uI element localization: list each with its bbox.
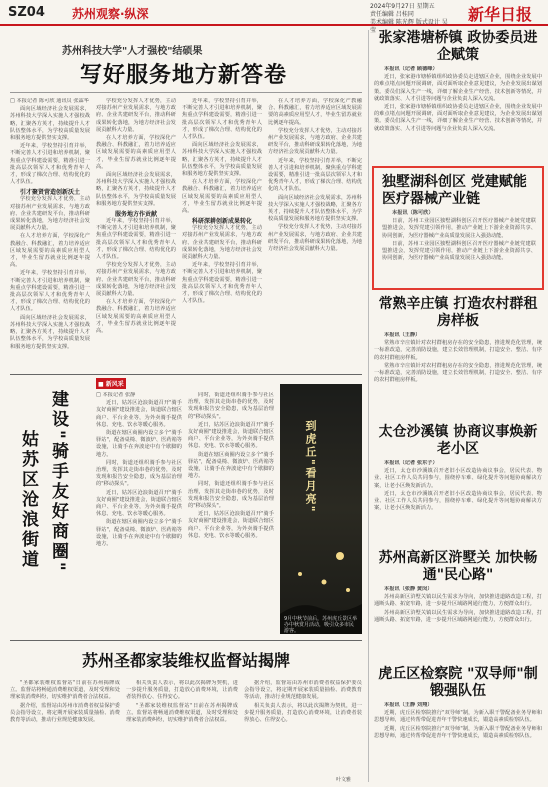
right-story-title: 常熟辛庄镇 打造农村群租房样板 — [378, 296, 538, 329]
lead-para: 面向区域经济社会发展需求，苏州科技大学深入实施人才强校战略，汇聚各方英才，持续提升人才队伍整体水平，为学校高质量发展和服务地方提供坚实支撑。 — [10, 106, 90, 142]
divider — [10, 374, 362, 375]
column-divider — [368, 30, 369, 782]
feature-para: 街道在辖区商圈内设立多个"骑手驿站"，配备桌椅、微波炉、医药箱等设施，让骑手在奔波途中有个歇脚的地方。 — [96, 430, 182, 458]
lead-subhead: 科研深耕创新成果转化 — [191, 218, 252, 226]
lead-para: 学校充分发挥人才优势，主动对接苏州产业发展需求，与地方政府、企业共建研发平台，推动科研成果转化落地，为地方经济社会发展贡献科大力量。 — [268, 127, 362, 156]
divider — [10, 640, 362, 641]
right-story-body — [374, 66, 542, 158]
signature: 叶文雅 — [336, 777, 352, 783]
feature-para: 同时，街道还组织骑手参与社区治理，发挥其走街串巷的优势，及时发现和报告安全隐患，成为基层治理的"移动探头"。 — [96, 459, 182, 488]
highlighted-story-text: 日前，苏州工业园区独墅湖科创区召开医疗器械产业链党建联盟推进会，发挥党建引领作用，推动产业链上下游企业资源共享、协同创新，为医疗器械产业高质量发展注入强劲动能。 — [382, 240, 536, 262]
bottom-para: 相关负责人表示，将以此次揭牌为契机，进一步提升服务质量，打造放心消费环境，让消费者装得放心、住得安心。 — [244, 702, 362, 724]
edition-designer: 美术编辑 陈光辉 版式设计 吴莹 — [370, 19, 448, 34]
feature-para: 近日，姑苏区沧浪街道召开"骑手友好商圈"建设推进会，街道联合辖区商户、平台企业等，为外卖骑手提供休息、充电、饮水等暖心服务。 — [96, 400, 182, 428]
feature-column-1 — [96, 392, 182, 632]
right-story-text: 近日，太仓市沙溪镇召开老旧小区改造协商议事会，居民代表、物业、社区工作人员共同参与，围绕停车难、绿化提升等问题协商解决方案，让老小区焕发新活力。 — [374, 468, 542, 489]
feature-column-2 — [188, 392, 274, 632]
lead-para: 面向区域经济社会发展需求，苏州科技大学深入实施人才强校战略，汇聚各方英才，持续提升人才队伍整体水平，为学校高质量发展和服务地方提供坚实支撑。 — [182, 142, 262, 178]
bottom-column-1 — [10, 680, 120, 780]
right-story-text: 常熟市辛庄镇针对农村群租房存在的安全隐患，推进规范化管理，统一标准改造，完善消防设施，建立长效管理机制，打造安全、整洁、有序的农村群租房样板。 — [374, 340, 542, 361]
right-story-title: 张家港塘桥镇 政协委员进企赋策 — [378, 30, 538, 63]
highlighted-story — [372, 166, 544, 290]
lead-para: 近年来，学校坚持引育并举，不断完善人才引进和培养机制，聚焦重点学科建设需要，精准引进一批高层次领军人才和优秀青年人才，形成了梯次合理、结构优化的人才队伍。 — [268, 157, 362, 193]
lead-para: 学校充分发挥人才优势，主动对接苏州产业发展需求，与地方政府、企业共建研发平台，推动科研成果转化落地，为地方经济社会发展贡献科大力量。 — [268, 224, 362, 253]
bottom-para: "圣都家装维权监督站"日前在苏州揭牌成立。监督站将畅通消费维权渠道，及时受理和处理家装消费纠纷，切实维护消费者合法权益。 — [10, 680, 120, 701]
photo-caption: 9月中秋节前后，苏州虎丘景区举办中秋赏月活动，吸引众多市民游客。 — [284, 616, 358, 634]
lead-column-3 — [182, 98, 262, 368]
lead-para: 近年来，学校坚持引育并举，不断完善人才引进和培养机制，聚焦重点学科建设需要，精准引进一批高层次领军人才和优秀青年人才，形成了梯次合理、结构优化的人才队伍。 — [10, 270, 90, 313]
feature-para: 街道在辖区商圈内设立多个"骑手驿站"，配备桌椅、微波炉、医药箱等设施，让骑手在奔波途中有个歇脚的地方。 — [188, 451, 274, 480]
newspaper-logo: 新华日报 — [468, 5, 533, 24]
feature-para: 同时，街道还组织骑手参与社区治理，发挥其走街串巷的优势，及时发现和报告安全隐患，成为基层治理的"移动探头"。 — [188, 392, 274, 420]
right-story-byline: 本报讯（张静 黄闵） — [384, 586, 433, 592]
bottom-para: 据介绍，监督站由苏州市消费者权益保护委员会指导设立，将定期开展家装质量抽检、消费教育等活动，推动行业规范健康发展。 — [10, 702, 120, 724]
bottom-title: 苏州圣都家装维权监督站揭牌 — [81, 651, 290, 670]
lead-subhead: 引才聚贤营造创新沃土 — [19, 189, 80, 197]
right-story-body — [374, 702, 542, 782]
right-story-byline: 本报讯（王静） — [384, 332, 421, 338]
feature-para: 街道在辖区商圈内设立多个"骑手驿站"，配备桌椅、微波炉、医药箱等设施，让骑手在奔波途中有个歇脚的地方。 — [96, 519, 182, 548]
feature-location-title: 姑苏区沧浪街道 — [18, 430, 38, 570]
photo-title: 到虎丘"看月亮" — [304, 420, 317, 514]
right-story-6 — [374, 666, 542, 782]
feature-para: 近日，姑苏区沧浪街道召开"骑手友好商圈"建设推进会，街道联合辖区商户、平台企业等，为外卖骑手提供休息、充电、饮水等暖心服务。 — [96, 489, 182, 518]
right-story-3 — [374, 296, 542, 422]
edition-editor: 责任编辑 吕桂同 — [370, 11, 414, 18]
right-story-text: 近日，太仓市沙溪镇召开老旧小区改造协商议事会，居民代表、物业、社区工作人员共同参与，围绕停车难、绿化提升等问题协商解决方案，让老小区焕发新活力。 — [374, 490, 542, 512]
lead-para: 近年来，学校坚持引育并举，不断完善人才引进和培养机制，聚焦重点学科建设需要，精准引进一批高层次领军人才和优秀青年人才，形成了梯次合理、结构优化的人才队伍。 — [182, 262, 262, 305]
lead-para: 在人才培养方面，学校深化产教融合、科教融汇，着力培养适应区域发展需要的高素质应用型人才，毕业生留苏就业比例逐年提高。 — [182, 179, 262, 215]
right-story-4 — [374, 424, 542, 550]
lead-para: 在人才培养方面，学校深化产教融合、科教融汇，着力培养适应区域发展需要的高素质应用型人才，毕业生留苏就业比例逐年提高。 — [96, 299, 176, 335]
right-story-text: 苏州高新区浒墅关镇以民生需求为导向，加快推进道路改造工程，打通断头路、拓宽窄路，进一步提升区域路网通行能力，方便群众出行。 — [374, 609, 542, 623]
bottom-column-3 — [244, 680, 362, 780]
right-story-byline: 本报讯（王静 刘翔） — [384, 702, 433, 708]
right-story-title: 虎丘区检察院 "双导师"制锻强队伍 — [378, 666, 538, 699]
page-header — [0, 0, 548, 34]
section-label: 苏州观察·纵深 — [72, 7, 149, 21]
right-story-byline: 本报讯（记者 张东子） — [384, 460, 438, 466]
lead-para: 近年来，学校坚持引育并举，不断完善人才引进和培养机制，聚焦重点学科建设需要，精准引进一批高层次领军人才和优秀青年人才，形成了梯次合理、结构优化的人才队伍。 — [182, 98, 262, 141]
lead-para: 学校充分发挥人才优势，主动对接苏州产业发展需求，与地方政府、企业共建研发平台，推动科研成果转化落地，为地方经济社会发展贡献科大力量。 — [10, 196, 90, 232]
lead-subtitle: 苏州科技大学"人才强校"结硕果 — [62, 46, 203, 57]
lead-column-2 — [96, 98, 176, 368]
lead-column-4 — [268, 98, 362, 368]
lead-para: 在人才培养方面，学校深化产教融合、科教融汇，着力培养适应区域发展需要的高素质应用型人才，毕业生留苏就业比例逐年提高。 — [268, 98, 362, 126]
highlighted-story-body — [374, 208, 542, 286]
feature-para: 近日，姑苏区沧浪街道召开"骑手友好商圈"建设推进会，街道联合辖区商户、平台企业等，为外卖骑手提供休息、充电、饮水等暖心服务。 — [188, 511, 274, 539]
lead-para: 近年来，学校坚持引育并举，不断完善人才引进和培养机制，聚焦重点学科建设需要，精准引进一批高层次领军人才和优秀青年人才，形成了梯次合理、结构优化的人才队伍。 — [96, 218, 176, 261]
right-story-title: 太仓沙溪镇 协商议事焕新老小区 — [378, 424, 538, 457]
right-story-byline: 本报讯（记者 顾德峰） — [384, 66, 438, 72]
bottom-para: 相关负责人表示，将以此次揭牌为契机，进一步提升服务质量，打造放心消费环境，让消费者装得放心、住得安心。 — [126, 680, 238, 701]
right-story-text: 近日，张家港市塘桥镇组织政协委员走进辖区企业，围绕企业发展中的难点堵点问题开展调研，面对面听取企业意见建议，为企业发展出谋划策。委员们深入生产一线，详细了解企业生产经营、技术创新等情况，并就政策落实、人才引进等问题与企业负责人深入交流。 — [374, 104, 542, 132]
lead-para: 近年来，学校坚持引育并举，不断完善人才引进和培养机制，聚焦重点学科建设需要，精准引进一批高层次领军人才和优秀青年人才，形成了梯次合理、结构优化的人才队伍。 — [10, 143, 90, 186]
right-story-body — [374, 586, 542, 666]
bottom-para: "圣都家装维权监督站"日前在苏州揭牌成立。监督站将畅通消费维权渠道，及时受理和处理家装消费纠纷，切实维护消费者合法权益。 — [126, 702, 238, 724]
lead-para: 学校充分发挥人才优势，主动对接苏州产业发展需求，与地方政府、企业共建研发平台，推动科研成果转化落地，为地方经济社会发展贡献科大力量。 — [182, 225, 262, 261]
lead-para: 在人才培养方面，学校深化产教融合、科教融汇，着力培养适应区域发展需要的高素质应用型人才，毕业生留苏就业比例逐年提高。 — [10, 233, 90, 269]
edition-date: 2024年9月27日 星期五 — [370, 3, 435, 10]
lead-subhead: 服务地方作贡献 — [114, 211, 157, 219]
right-story-body — [374, 460, 542, 550]
page-number: SZ04 — [8, 5, 45, 20]
right-story-text: 近期，虎丘区检察院推行"双导师"制，为新入职干警配备业务导师和思想导师，通过传帮带促进青年干警快速成长，锻造高素质检察队伍。 — [374, 725, 542, 739]
feature-byline: □ 本报记者 张静 — [96, 392, 136, 398]
feature-photo — [280, 384, 362, 634]
right-story-body — [374, 332, 542, 422]
highlighted-story-text: 日前，苏州工业园区独墅湖科创区召开医疗器械产业链党建联盟推进会，发挥党建引领作用，推动产业链上下游企业资源共享、协同创新，为医疗器械产业高质量发展注入强劲动能。 — [382, 218, 536, 239]
lead-para: 学校充分发挥人才优势，主动对接苏州产业发展需求，与地方政府、企业共建研发平台，推动科研成果转化落地，为地方经济社会发展贡献科大力量。 — [96, 262, 176, 298]
lead-para: 面向区域经济社会发展需求，苏州科技大学深入实施人才强校战略，汇聚各方英才，持续提升人才队伍整体水平，为学校高质量发展和服务地方提供坚实支撑。 — [96, 172, 176, 207]
lead-title: 写好服务地方新答卷 — [80, 63, 288, 88]
right-story-title: 苏州高新区浒墅关 加快畅通"民心路" — [378, 550, 538, 583]
right-story-1 — [374, 30, 542, 158]
lead-column-1 — [10, 98, 90, 368]
feature-main-title: 建设"骑手友好商圈" — [48, 390, 68, 574]
lead-para: 面向区域经济社会发展需求，苏州科技大学深入实施人才强校战略，汇聚各方英才，持续提升人才队伍整体水平，为学校高质量发展和服务地方提供坚实支撑。 — [268, 194, 362, 223]
right-story-text: 常熟市辛庄镇针对农村群租房存在的安全隐患，推进规范化管理，统一标准改造，完善消防设施，建立长效管理机制，打造安全、整洁、有序的农村群租房样板。 — [374, 362, 542, 384]
lead-para: 面向区域经济社会发展需求，苏州科技大学深入实施人才强校战略，汇聚各方英才，持续提升人才队伍整体水平，为学校高质量发展和服务地方提供坚实支撑。 — [10, 314, 90, 350]
feature-para: 同时，街道还组织骑手参与社区治理，发挥其走街串巷的优势，及时发现和报告安全隐患，成为基层治理的"移动探头"。 — [188, 481, 274, 510]
right-story-5 — [374, 550, 542, 666]
feature-para: 近日，姑苏区沧浪街道召开"骑手友好商圈"建设推进会，街道联合辖区商户、平台企业等，为外卖骑手提供休息、充电、饮水等暖心服务。 — [188, 421, 274, 450]
lead-para: 在人才培养方面，学校深化产教融合、科教融汇，着力培养适应区域发展需要的高素质应用型人才，毕业生留苏就业比例逐年提高。 — [96, 135, 176, 170]
bottom-column-2 — [126, 680, 238, 780]
bottom-para: 据介绍，监督站由苏州市消费者权益保护委员会指导设立，将定期开展家装质量抽检、消费教育等活动，推动行业规范健康发展。 — [244, 680, 362, 701]
lead-para: 学校充分发挥人才优势，主动对接苏州产业发展需求，与地方政府、企业共建研发平台，推动科研成果转化落地，为地方经济社会发展贡献科大力量。 — [96, 98, 176, 133]
right-story-text: 近日，张家港市塘桥镇组织政协委员走进辖区企业，围绕企业发展中的难点堵点问题开展调研，面对面听取企业意见建议，为企业发展出谋划策。委员们深入生产一线，详细了解企业生产经营、技术创新等情况，并就政策落实、人才引进等问题与企业负责人深入交流。 — [374, 74, 542, 102]
right-story-text: 苏州高新区浒墅关镇以民生需求为导向，加快推进道路改造工程，打通断头路、拓宽窄路，进一步提升区域路网通行能力，方便群众出行。 — [374, 594, 542, 608]
highlighted-story-title: 独墅湖科创区 党建赋能医疗器械产业链 — [382, 174, 527, 207]
right-story-text: 近期，虎丘区检察院推行"双导师"制，为新入职干警配备业务导师和思想导师，通过传帮带促进青年干警快速成长，锻造高素质检察队伍。 — [374, 710, 542, 724]
divider — [10, 92, 362, 93]
feature-tag: ■ 新风采 — [96, 378, 126, 389]
highlighted-story-byline: 本报讯（陈可欣） — [392, 210, 434, 216]
lead-byline: □ 本报记者 陈可欣 通讯员 张霖华 — [10, 98, 89, 104]
